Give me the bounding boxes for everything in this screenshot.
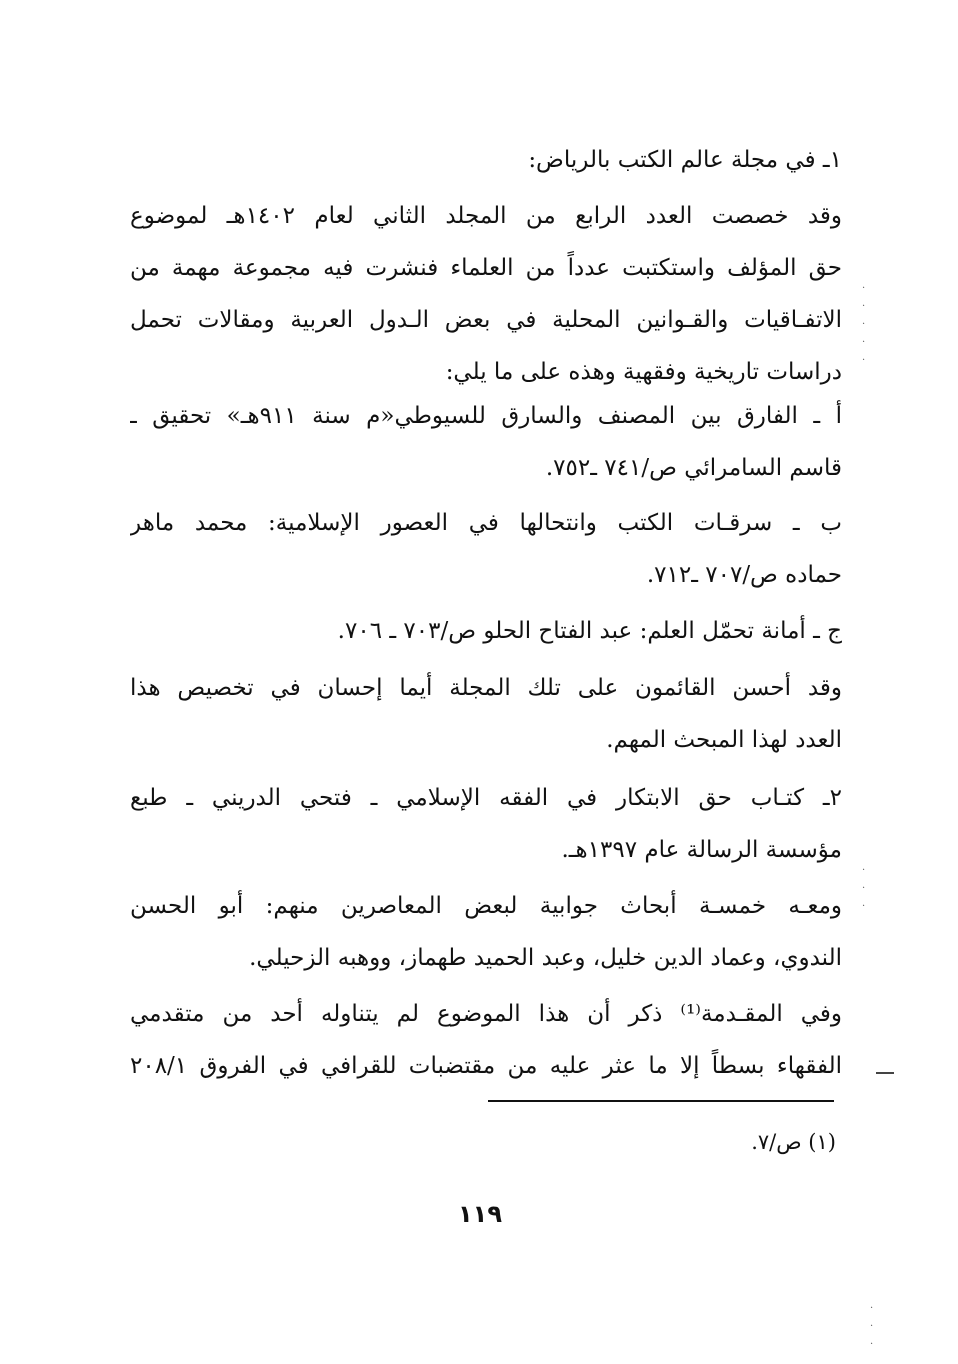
paragraph-item-b bbox=[130, 497, 842, 601]
margin-dots: · · · bbox=[870, 1303, 874, 1350]
text-line: دراسات تاريخية وفقهية وهذه على ما يلي: bbox=[445, 359, 842, 385]
text-line: وقد خصصت العدد الرابع من المجلد الثاني لعام ١٤٠٢هـ لموضوع bbox=[130, 203, 842, 229]
footnote: (١) ص/٧. bbox=[751, 1130, 836, 1154]
margin-dots: · · · bbox=[862, 865, 866, 912]
paragraph-item-c bbox=[130, 605, 842, 657]
footnote-separator bbox=[488, 1100, 834, 1102]
text-line: ٢ـ كتـاب حق الابتكار في الفقه الإسلامي ـ فتحي الدريني ـ طبع bbox=[130, 785, 842, 811]
paragraph-2 bbox=[130, 190, 842, 398]
paragraph-4 bbox=[130, 772, 842, 876]
text-line: الاتفـاقيات والقـوانين المحلية في بعض الـدول العربية ومقالات تحمل bbox=[130, 307, 842, 333]
page-number: ١١٩ bbox=[458, 1200, 502, 1228]
text-line: وقد أحسن القائمون على تلك المجلة أيما إحسان في تخصيص هذا bbox=[130, 675, 842, 701]
text-line: الفقهاء بسطاً إلا ما عثر عليه من مقتضبات للقرافي في الفروق ٢٠٨/١ bbox=[130, 1053, 842, 1079]
text-line: مؤسسة الرسالة عام ١٣٩٧هـ. bbox=[561, 837, 842, 863]
text-line: أ ـ الفارق بين المصنف والسارق للسيوطي«م سنة ٩١١هـ» تحقيق ـ bbox=[130, 403, 842, 429]
text-line: ومعـه خمسـة أبحاث جوابية لبعض المعاصرين منهم: أبو الحسن bbox=[130, 893, 842, 919]
paragraph-5 bbox=[130, 880, 842, 984]
paragraph-item-a bbox=[130, 390, 842, 494]
margin-dots: · · · · · bbox=[862, 283, 866, 366]
text-line: حماده ص/٧٠٧ ـ٧١٢. bbox=[646, 562, 842, 588]
paragraph-1 bbox=[130, 134, 842, 186]
margin-dash bbox=[876, 1072, 894, 1074]
text-line: العدد لهذا المبحث المهم. bbox=[606, 727, 842, 753]
text-line: وفي المقـدمة⁽¹⁾ ذكر أن هذا الموضوع لم يتناوله أحد من متقدمي bbox=[130, 1001, 842, 1027]
text-line: قاسم السامرائي ص/٧٤١ ـ٧٥٢. bbox=[545, 455, 842, 481]
text-line: ١ـ في مجلة عالم الكتب بالرياض: bbox=[528, 147, 842, 173]
text-line: ج ـ أمانة تحمّل العلم: عبد الفتاح الحلو ص/٧٠٣ ـ ٧٠٦. bbox=[337, 618, 842, 644]
text-line: الندوي، وعماد الدين خليل، وعبد الحميد طهماز، ووهبه الزحيلي. bbox=[249, 945, 842, 971]
text-line: ب ـ سرقـات الكتب وانتحالها في العصور الإسلامية: محمد ماهر bbox=[130, 510, 842, 536]
paragraph-6 bbox=[130, 988, 842, 1092]
paragraph-3 bbox=[130, 662, 842, 766]
text-line: حق المؤلف واستكتبت عدداً من العلماء فنشرت فيه مجموعة مهمة من bbox=[130, 255, 842, 281]
